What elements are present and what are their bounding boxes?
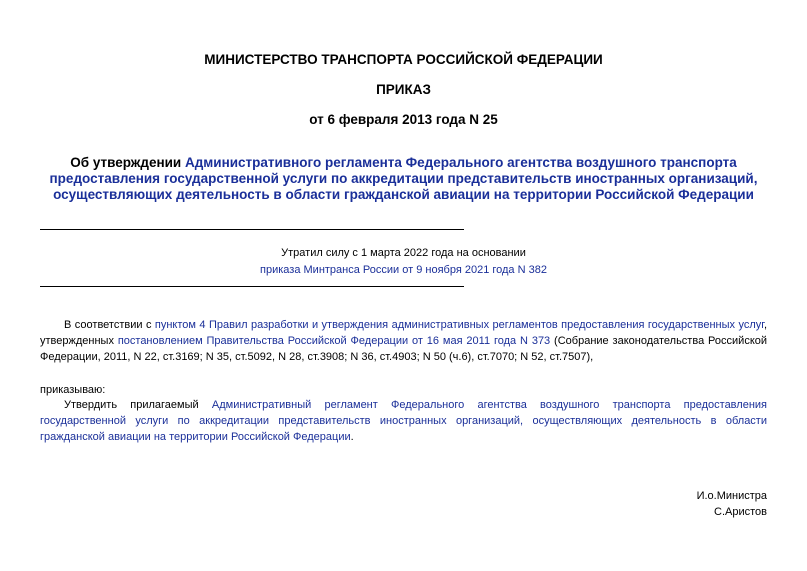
signature-block	[697, 488, 767, 520]
document-date-number: от 6 февраля 2013 года N 25	[309, 112, 498, 127]
preamble-text-a: В соответствии с	[64, 319, 155, 331]
signature-name: С.Аристов	[714, 506, 767, 518]
document-title	[40, 155, 767, 203]
status-text: Утратил силу с 1 марта 2022 года на основании	[281, 247, 526, 259]
approval-text-b: .	[350, 431, 354, 443]
rules-point-link[interactable]: пунктом 4 Правил разработки и утверждения административных регламентов предоставления государственных услуг	[154, 319, 764, 331]
status-notice	[40, 245, 767, 279]
regulation-link[interactable]: Административный регламент Федерального агентства воздушного транспорта предоставления государственной услуги по аккредитации представительств иностранных организаций, осуществляющих деятельность в области гражданской авиации на территории Российской Федерации	[40, 399, 767, 443]
status-order-link[interactable]: приказа Минтранса России от 9 ноября 2021 года N 382	[260, 264, 547, 276]
title-regulation-link[interactable]: Административного регламента Федерального агентства воздушного транспорта предоставления государственной услуги по аккредитации представительств иностранных организаций, осуществляющих деятельность в области гражданской авиации на территории Российской Федерации	[49, 155, 758, 202]
status-divider-top	[40, 229, 464, 230]
status-divider-bottom	[40, 286, 464, 287]
preamble-text-b: , утвержденных	[40, 319, 767, 347]
document-type: ПРИКАЗ	[376, 82, 431, 97]
government-decree-link[interactable]: постановлением Правительства Российской Федерации от 16 мая 2011 года N 373	[117, 335, 551, 347]
ministry-heading: МИНИСТЕРСТВО ТРАНСПОРТА РОССИЙСКОЙ ФЕДЕРАЦИИ	[204, 52, 603, 67]
approval-paragraph	[40, 397, 767, 445]
order-word: приказываю:	[40, 384, 106, 396]
preamble-text-c: (Собрание законодательства Российской Федерации, 2011, N 22, ст.3169; N 35, ст.5092, N 28, ст.3908; N 36, ст.4903; N 50 (ч.6), ст.7070; N 52, ст.7507),	[40, 335, 768, 363]
signature-position: И.о.Министра	[696, 490, 767, 502]
preamble-paragraph	[40, 317, 767, 365]
title-prefix: Об утверждении	[70, 155, 185, 170]
approval-text-a: Утвердить прилагаемый	[64, 399, 212, 411]
